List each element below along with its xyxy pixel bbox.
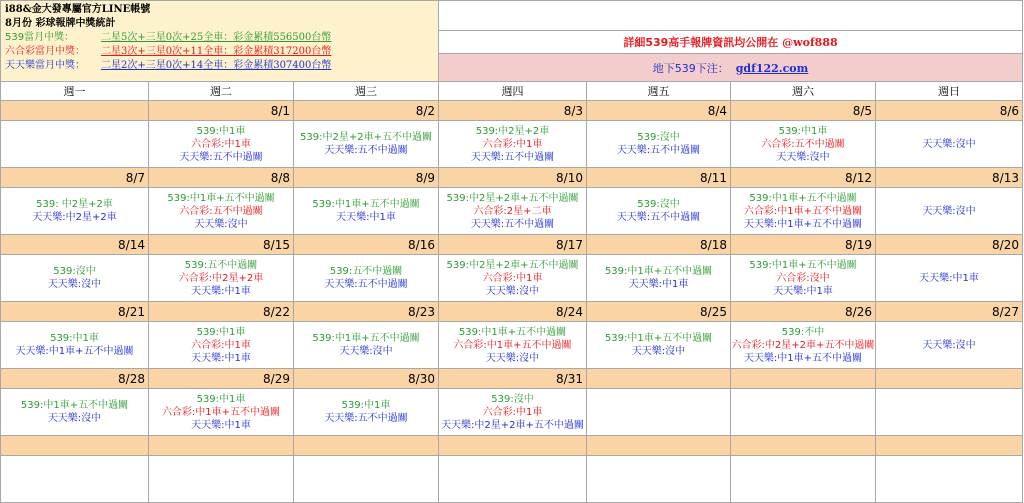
result-line: 天天樂:五不中過關: [324, 145, 408, 156]
result-line: 天天樂:中1車: [191, 285, 251, 297]
date-cell: [149, 436, 294, 456]
result-line: 539:五不中過關: [329, 266, 403, 277]
result-line: 539:不中: [781, 326, 825, 338]
result-line: 天天樂:沒中: [922, 205, 976, 217]
date-cell: 8/30: [294, 369, 439, 389]
date-cell: 8/31: [439, 369, 587, 389]
date-cell: 8/13: [876, 168, 1023, 188]
date-cell: 8/9: [294, 168, 439, 188]
result-line: 天天樂:沒中: [47, 279, 102, 290]
date-cell: 8/24: [439, 302, 587, 322]
result-cell: [1, 456, 149, 503]
date-cell: 8/16: [294, 235, 439, 255]
result-cell: [1, 255, 149, 302]
result-line: 天天樂:中1車: [773, 285, 833, 297]
result-line: 六合彩:中1車+五不中過關: [453, 339, 572, 351]
stat-line-liuhecai: [5, 45, 434, 59]
result-cell: [439, 456, 587, 503]
result-line: 天天樂:沒中: [631, 346, 686, 357]
result-cell: [587, 322, 731, 369]
result-line: 天天樂:中1車: [628, 279, 689, 290]
weekday-header: 週一: [1, 82, 149, 101]
result-row: [1, 322, 1023, 369]
result-line: 539:中1車+五不中過關: [749, 192, 857, 204]
date-cell: [1, 101, 149, 121]
result-cell: [731, 456, 876, 503]
result-line: 539:中1車: [196, 326, 246, 338]
result-line: 539:沒中: [491, 393, 534, 405]
result-line: 539:中1車+五不中過關: [749, 259, 857, 271]
result-line: 天天樂:中1車+五不中過關: [743, 352, 863, 364]
result-row: [1, 188, 1023, 235]
stat-label: 六合彩當月中獎：: [5, 46, 85, 57]
date-cell: 8/26: [731, 302, 876, 322]
stat-label: 天天樂當月中獎：: [5, 60, 85, 71]
result-line: 天天樂:沒中: [194, 218, 248, 230]
result-cell: [294, 389, 439, 436]
result-line: 六合彩:五不中過關: [179, 205, 263, 217]
date-cell: 8/10: [439, 168, 587, 188]
result-line: 天天樂:中2星+2車+五不中過關: [441, 419, 584, 431]
date-cell: 8/23: [294, 302, 439, 322]
date-cell: [294, 436, 439, 456]
date-row: [1, 369, 1023, 389]
result-line: 天天樂:中1車+五不中過關: [15, 346, 134, 357]
result-line: 六合彩:中1車: [191, 339, 251, 351]
result-line: 539: 中2星+2車: [36, 199, 113, 210]
result-line: 天天樂:沒中: [485, 285, 540, 297]
stat-line-tiantianle: [5, 59, 434, 73]
weekday-header: 週日: [876, 82, 1023, 101]
result-line: 539:中1車: [341, 400, 391, 411]
date-cell: 8/2: [294, 101, 439, 121]
date-cell: [731, 369, 876, 389]
stat-label: 539當月中獎：: [5, 32, 75, 43]
result-line: 六合彩:中1車: [482, 406, 543, 418]
result-cell: [876, 255, 1023, 302]
date-cell: 8/29: [149, 369, 294, 389]
header-empty-cell: [439, 1, 1023, 31]
result-line: 天天樂:五不中過關: [616, 212, 701, 223]
result-cell: [587, 456, 731, 503]
result-line: 539:五不中過關: [184, 259, 258, 271]
result-cell: [876, 389, 1023, 436]
date-cell: 8/3: [439, 101, 587, 121]
weekday-header: 週五: [587, 82, 731, 101]
result-cell: [731, 322, 876, 369]
date-cell: 8/20: [876, 235, 1023, 255]
result-cell: [294, 255, 439, 302]
result-line: 539:中2星+2車+五不中過關: [446, 259, 579, 271]
result-line: 539:中1車+五不中過關: [604, 266, 713, 277]
result-line: 539:沒中: [637, 199, 680, 210]
result-cell: [731, 255, 876, 302]
date-cell: 8/6: [876, 101, 1023, 121]
result-cell: [1, 121, 149, 168]
result-line: 六合彩:2星+二車: [473, 205, 552, 217]
result-line: 天天樂:沒中: [485, 352, 540, 364]
date-cell: 8/22: [149, 302, 294, 322]
result-cell: [439, 322, 587, 369]
weekday-header: 週三: [294, 82, 439, 101]
date-row: [1, 302, 1023, 322]
result-line: 天天樂:五不中過關: [470, 151, 555, 163]
result-cell: [876, 188, 1023, 235]
date-cell: 8/5: [731, 101, 876, 121]
result-cell: [439, 255, 587, 302]
result-line: 六合彩:沒中: [776, 272, 830, 284]
result-cell: [149, 389, 294, 436]
result-line: 天天樂:五不中過關: [324, 413, 408, 424]
date-cell: 8/8: [149, 168, 294, 188]
bet-site-link[interactable]: gdf122.com: [735, 61, 809, 75]
result-cell: [1, 188, 149, 235]
month-title: 8月份 彩球報牌中獎統計: [5, 18, 116, 29]
result-line: 六合彩:中1車+五不中過關: [161, 406, 281, 418]
result-line: 539:中1車+五不中過關: [312, 199, 420, 210]
stat-value: 二星3次+三星0次+11全車：彩金累積317200台幣: [101, 46, 332, 57]
result-line: 539:中1車: [196, 125, 246, 137]
result-cell: [1, 389, 149, 436]
line-handle[interactable]: @wof888: [782, 36, 838, 49]
result-cell: [439, 389, 587, 436]
date-cell: 8/18: [587, 235, 731, 255]
result-line: 539:中1車+五不中過關: [604, 333, 713, 344]
result-cell: [149, 188, 294, 235]
result-line: 天天樂:五不中過關: [179, 151, 263, 163]
result-line: 六合彩:中1車: [482, 138, 543, 150]
bet-text: 地下539下注：: [652, 61, 729, 75]
result-line: 539:中1車: [778, 125, 828, 137]
result-cell: [876, 322, 1023, 369]
result-line: 天天樂:中1車: [191, 352, 251, 364]
date-cell: 8/21: [1, 302, 149, 322]
result-cell: [149, 255, 294, 302]
result-line: 天天樂:五不中過關: [616, 145, 701, 156]
result-line: 六合彩:中1車: [191, 138, 251, 150]
result-cell: [587, 255, 731, 302]
date-cell: 8/1: [149, 101, 294, 121]
promo-banner[interactable]: [439, 31, 1023, 54]
result-line: 六合彩:中1車: [482, 272, 543, 284]
date-cell: [731, 436, 876, 456]
date-cell: [876, 436, 1023, 456]
official-line-title: i88&金大發專屬官方LINE帳號: [5, 4, 151, 15]
date-cell: 8/19: [731, 235, 876, 255]
result-line: 539:中2星+2車+五不中過關: [300, 132, 432, 143]
result-line: 539:中2星+2車+五不中過關: [446, 192, 579, 204]
result-cell: [587, 389, 731, 436]
result-cell: [731, 188, 876, 235]
result-cell: [439, 121, 587, 168]
result-cell: [439, 188, 587, 235]
result-cell: [731, 121, 876, 168]
stat-value: 二星5次+三星0次+25全車：彩金累積556500台幣: [101, 32, 332, 43]
date-row: [1, 436, 1023, 456]
date-cell: [1, 436, 149, 456]
result-line: 539:沒中: [53, 266, 96, 277]
result-row: [1, 255, 1023, 302]
date-row: [1, 235, 1023, 255]
date-cell: 8/15: [149, 235, 294, 255]
header-info-panel: [1, 1, 439, 82]
result-line: 天天樂:沒中: [922, 138, 976, 150]
date-cell: 8/25: [587, 302, 731, 322]
result-row: [1, 121, 1023, 168]
weekday-header-row: [1, 82, 1023, 101]
result-line: 天天樂:中1車: [336, 212, 396, 223]
date-cell: 8/4: [587, 101, 731, 121]
result-cell: [587, 121, 731, 168]
result-line: 天天樂:沒中: [47, 413, 102, 424]
result-line: 天天樂:中2星+2車: [32, 212, 117, 223]
result-line: 六合彩:中1車+五不中過關: [743, 205, 863, 217]
date-cell: 8/11: [587, 168, 731, 188]
date-cell: 8/28: [1, 369, 149, 389]
bet-link-banner[interactable]: [439, 54, 1023, 82]
weekday-header: 週四: [439, 82, 587, 101]
date-row: [1, 101, 1023, 121]
result-cell: [731, 389, 876, 436]
result-line: 539:沒中: [637, 132, 680, 143]
date-cell: 8/17: [439, 235, 587, 255]
result-cell: [149, 121, 294, 168]
result-line: 天天樂:中1車: [919, 272, 979, 284]
result-line: 539:中1車+五不中過關: [20, 400, 129, 411]
result-cell: [587, 188, 731, 235]
result-line: 天天樂:沒中: [776, 151, 830, 163]
result-line: 天天樂:沒中: [922, 339, 976, 351]
date-cell: [587, 369, 731, 389]
date-cell: [439, 436, 587, 456]
date-cell: [587, 436, 731, 456]
date-cell: 8/12: [731, 168, 876, 188]
result-line: 539:中1車+五不中過關: [458, 326, 567, 338]
date-cell: 8/27: [876, 302, 1023, 322]
weekday-header: 週二: [149, 82, 294, 101]
result-line: 天天樂:五不中過關: [324, 279, 408, 290]
result-cell: [149, 456, 294, 503]
date-row: [1, 168, 1023, 188]
result-line: 539:中1車: [196, 393, 246, 405]
date-cell: 8/14: [1, 235, 149, 255]
result-cell: [294, 456, 439, 503]
result-cell: [876, 121, 1023, 168]
result-line: 六合彩:中2星+2車: [178, 272, 264, 284]
result-cell: [294, 121, 439, 168]
result-row: [1, 456, 1023, 503]
result-cell: [294, 188, 439, 235]
date-cell: [876, 369, 1023, 389]
result-line: 六合彩:中2星+2車+五不中過關: [731, 339, 875, 351]
result-cell: [294, 322, 439, 369]
promo-text: 詳細539高手報牌資訊均公開在: [623, 36, 783, 49]
result-line: 539:中2星+2車: [475, 125, 550, 137]
result-line: 539:中1車+五不中過關: [167, 192, 275, 204]
stat-value: 二星2次+三星0次+14全車：彩金累積307400台幣: [101, 60, 332, 71]
result-cell: [876, 456, 1023, 503]
result-line: 天天樂:中1車: [191, 419, 251, 431]
result-line: 天天樂:沒中: [339, 346, 393, 357]
result-line: 天天樂:中1車+五不中過關: [743, 218, 863, 230]
result-line: 六合彩:五不中過關: [761, 138, 845, 150]
result-cell: [1, 322, 149, 369]
result-cell: [149, 322, 294, 369]
result-line: 539:中1車+五不中過關: [312, 333, 420, 344]
result-row: [1, 389, 1023, 436]
stat-line-539: [5, 31, 434, 45]
result-line: 天天樂:五不中過關: [470, 218, 555, 230]
date-cell: 8/7: [1, 168, 149, 188]
weekday-header: 週六: [731, 82, 876, 101]
result-line: 539:中1車: [50, 333, 99, 344]
